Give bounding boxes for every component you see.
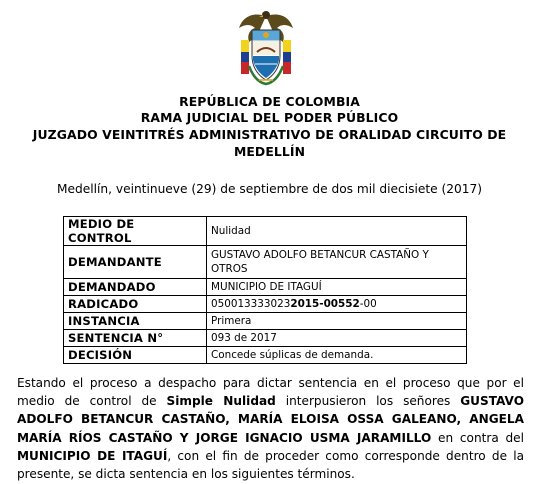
radicado-number: 2015-00552 [290,298,360,310]
table-row [64,330,467,347]
value-instancia: Primera [207,313,467,330]
label-demandado: DEMANDADO [64,279,207,296]
label-instancia: INSTANCIA [64,313,207,330]
label-decision: DECISIÓN [64,347,207,364]
value-sentencia: 093 de 2017 [207,330,467,347]
case-info-table [63,216,467,364]
body-text-1: Estando el proceso a despacho para dictar sentencia en el proceso que por el medio de control de [17,376,524,409]
label-medio-de-control: MEDIO DE CONTROL [64,217,207,246]
label-demandante: DEMANDANTE [64,246,207,279]
colombia-coat-of-arms-icon [235,6,297,88]
value-demandante: GUSTAVO ADOLFO BETANCUR CASTAÑO Y OTROS [207,246,467,279]
header-city: MEDELLÍN [233,144,306,159]
table-row [64,296,467,313]
value-radicado [207,296,467,313]
header-branch: RAMA JUDICIAL DEL PODER PÚBLICO [140,110,399,125]
body-text-4: , con el fin de proceder como corresponde dentro de la presente, se dicta sentencia en los siguientes términos. [17,448,524,482]
body-text-3: en contra del [431,430,524,445]
label-radicado: RADICADO [64,296,207,313]
radicado-suffix: -00 [359,298,377,310]
table-row [64,347,467,364]
value-medio-de-control: Nulidad [207,217,467,246]
value-decision: Concede súplicas de demanda. [207,347,467,364]
body-bold-2: GUSTAVO ADOLFO BETANCUR CASTAÑO, MARÍA ELOISA OSSA GALEANO, ANGELA MARÍA RÍOS CASTAÑO Y JORGE IGNACIO USMA JARAMILLO [17,394,524,445]
header-country: REPÚBLICA DE COLOMBIA [179,94,360,109]
body-paragraph [17,374,524,483]
radicado-prefix: 050013333023 [211,298,291,310]
table-row [64,217,467,246]
body-bold-3: MUNICIPIO DE ITAGUÍ [17,448,168,463]
table-row [64,313,467,330]
body-text-2: interpusieron los señores [275,394,461,409]
date-line: Medellín, veintinueve (29) de septiembre de dos mil diecisiete (2017) [56,182,483,196]
label-sentencia: SENTENCIA N° [64,330,207,347]
table-row [64,246,467,279]
header-court: JUZGADO VEINTITRÉS ADMINISTRATIVO DE ORALIDAD CIRCUITO DE [32,127,507,142]
table-row [64,279,467,296]
body-bold-1: Simple Nulidad [166,394,276,409]
value-demandado: MUNICIPIO DE ITAGUÍ [207,279,467,296]
